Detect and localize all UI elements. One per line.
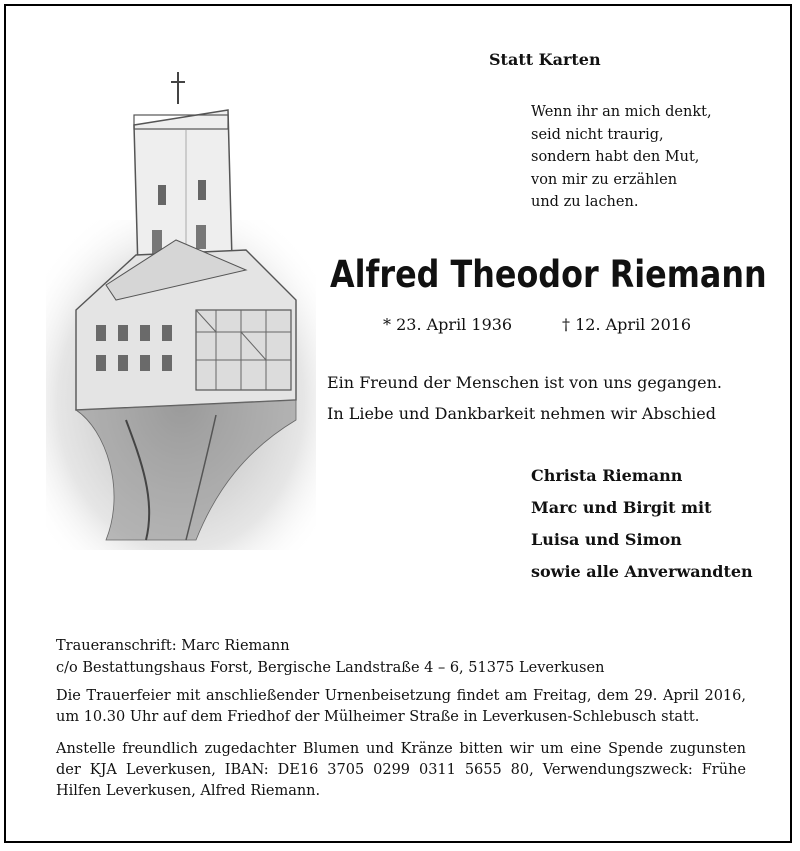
- poem-line: sondern habt den Mut,: [531, 149, 700, 165]
- statt-karten-heading: Statt Karten: [489, 50, 601, 69]
- death-date: † 12. April 2016: [562, 315, 692, 334]
- mourners-list: [531, 460, 753, 588]
- address-line-1: Traueranschrift: Marc Riemann: [56, 638, 290, 654]
- ceremony-paragraph: Die Trauerfeier mit anschließender Urnenbeisetzung findet am Freitag, dem 29. April 2016, um 10.30 Uhr auf dem Friedhof der Mülheimer Straße in Leverkusen-Schlebusch statt.: [56, 688, 746, 725]
- mourning-address: [56, 635, 604, 679]
- castle-sketch-illustration: [46, 70, 316, 550]
- poem-line: seid nicht traurig,: [531, 126, 664, 143]
- message-line-1: Ein Freund der Menschen ist von uns gegangen.: [327, 373, 722, 392]
- mourner-name: sowie alle Anverwandten: [531, 562, 753, 581]
- poem-line: und zu lachen.: [531, 194, 639, 210]
- poem-line: von mir zu erzählen: [531, 171, 678, 188]
- birth-date: * 23. April 1936: [383, 315, 513, 334]
- poem: [531, 101, 712, 214]
- mourner-name: Marc und Birgit mit: [531, 498, 712, 517]
- donation-paragraph: Anstelle freundlich zugedachter Blumen und Kränze bitten wir um eine Spende zugunsten der KJA Leverkusen, IBAN: DE16 3705 0299 0311 5655 80, Verwendungszweck: Frühe Hilfen Leverkusen, Alfred Riemann.: [56, 741, 746, 799]
- poem-line: Wenn ihr an mich denkt,: [531, 104, 712, 120]
- mourner-name: Christa Riemann: [531, 466, 683, 485]
- address-line-2: c/o Bestattungshaus Forst, Bergische Landstraße 4 – 6, 51375 Leverkusen: [56, 660, 605, 676]
- deceased-name: Alfred Theodor Riemann: [330, 253, 767, 296]
- mourner-name: Luisa und Simon: [531, 530, 682, 549]
- message-line-2: In Liebe und Dankbarkeit nehmen wir Abschied: [327, 404, 717, 423]
